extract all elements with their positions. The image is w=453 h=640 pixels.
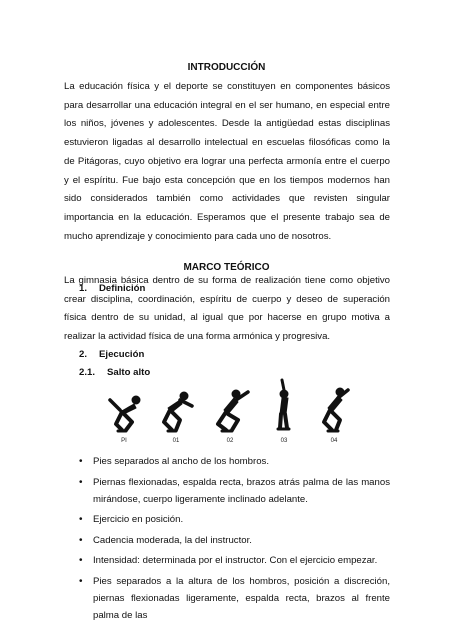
figure-01: [164, 392, 192, 431]
figure-label-02: 02: [226, 438, 234, 444]
figure-04: [324, 388, 348, 431]
marco-teorico-title: MARCO TEÓRICO: [183, 262, 270, 273]
list-item: • Pies separados a la altura de los hombros, posición a discreción, piernas flexionadas ligeramente, espalda recta, brazos al frente palma de las: [64, 573, 390, 625]
section-number: 2.: [79, 349, 88, 360]
list-item: • Intensidad: determinada por el instructor. Con el ejercicio empezar.: [64, 552, 390, 569]
figure-03: [278, 380, 289, 429]
section-title: Ejecución: [99, 349, 145, 360]
list-item: • Pies separados al ancho de los hombros.: [64, 453, 390, 470]
instructions-list: [64, 453, 390, 628]
section-number: 1.: [79, 283, 88, 294]
section-title: Salto alto: [107, 367, 151, 378]
list-item: • Cadencia moderada, la del instructor.: [64, 532, 390, 549]
section-ejecucion-heading: [79, 349, 144, 360]
figure-pi: [110, 396, 140, 431]
figure-02: [218, 390, 248, 431]
figure-label-03: 03: [280, 438, 288, 444]
section-title: Definición: [99, 283, 146, 294]
definicion-text: La gimnasia básica dentro de su forma de realización tiene como objetivo crear disciplina, coordinación, espíritu de cuerpo y deseo de superación física dentro de su unidad, al igual que por hacerse en grupo motiva a realizar la actividad física de una forma armónica y progresiva.: [64, 275, 390, 343]
figure-label-pi: PI: [121, 438, 127, 444]
jump-sequence-illustration: [106, 378, 356, 446]
figure-label-04: 04: [330, 438, 338, 444]
section-salto-alto-heading: [79, 367, 150, 378]
salto-alto-figure: [106, 378, 356, 446]
section-number: 2.1.: [79, 367, 96, 378]
list-item: • Piernas flexionadas, espalda recta, brazos atrás palma de las manos mirándose, cuerpo ligeramente inclinado adelante.: [64, 474, 390, 508]
intro-paragraph: La educación física y el deporte se constituyen en componentes básicos para desarrollar una educación integral en el ser humano, en especial entre los niños, jóvenes y adolescentes. Desde la antigüedad estas disciplinas estuvieron ligadas al desarrollo intelectual en escuelas filosóficas como la de Pitágoras, cuyo objetivo era lograr una perfecta armonía entre el cuerpo y el espíritu. Fue bajo esta concepción que en los tiempos modernos han sido considerados también como actividades que revisten singular importancia en la educación. Esperamos que el presente trabajo sea de mucho aprendizaje y conocimiento para cada uno de nosotros.: [64, 81, 390, 242]
figure-label-01: 01: [172, 438, 180, 444]
intro-title: INTRODUCCIÓN: [187, 62, 266, 73]
list-item: • Ejercicio en posición.: [64, 511, 390, 528]
